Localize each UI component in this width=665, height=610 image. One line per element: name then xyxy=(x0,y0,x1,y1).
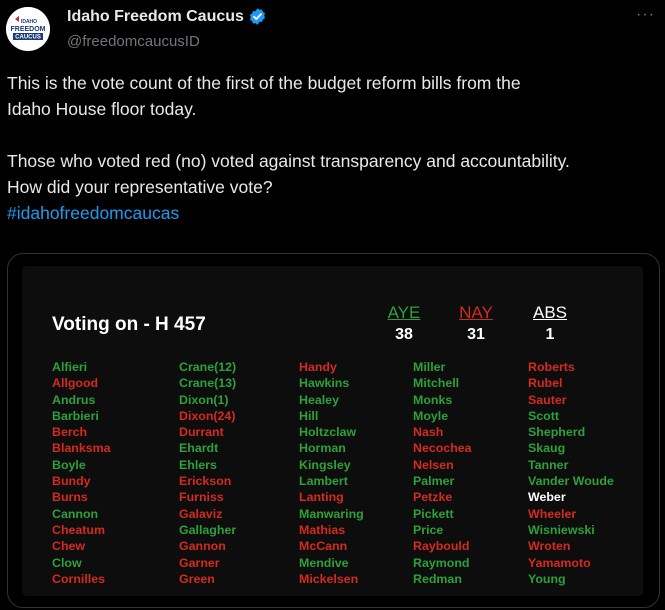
legislator-vote: Handy xyxy=(299,360,337,374)
legislator-vote: Nash xyxy=(413,425,444,440)
legislator-vote: Roberts xyxy=(528,360,575,374)
legislator-vote: Berch xyxy=(52,425,88,440)
more-dots-icon[interactable]: ··· xyxy=(636,6,655,23)
legislator-vote: Crane(13) xyxy=(179,376,237,391)
legislator-vote: Healey xyxy=(299,392,339,407)
legislator-vote: Weber xyxy=(528,490,566,505)
legislator-vote: Wisniewski xyxy=(528,522,595,537)
legislator-vote: Shepherd xyxy=(528,425,586,440)
legislator-vote: Burns xyxy=(52,490,88,505)
legislator-vote: Crane(12) xyxy=(179,360,237,374)
roster-column xyxy=(413,359,472,587)
legislator-vote: Mendive xyxy=(299,555,349,570)
legislator-vote: Mathias xyxy=(299,522,346,537)
legislator-vote: Scott xyxy=(528,408,559,423)
legislator-vote: Raymond xyxy=(413,555,470,570)
tweet-line: Those who voted red (no) voted against transparency and accountability. xyxy=(7,151,570,171)
legislator-vote: Galaviz xyxy=(179,506,223,521)
legislator-vote: Dixon(1) xyxy=(179,392,229,407)
aye-tally xyxy=(379,303,429,344)
legislator-vote: Hill xyxy=(299,408,319,423)
legislator-vote: Moyle xyxy=(413,408,449,423)
legislator-vote: Green xyxy=(179,571,215,586)
abs-count: 1 xyxy=(545,326,555,343)
aye-count: 38 xyxy=(395,326,413,343)
legislator-vote: Redman xyxy=(413,571,462,586)
aye-label: AYE xyxy=(387,303,421,322)
legislator-vote: Boyle xyxy=(52,457,86,472)
legislator-vote: Allgood xyxy=(52,376,99,391)
nay-tally xyxy=(451,303,501,344)
nay-label: NAY xyxy=(459,303,493,322)
legislator-vote: Price xyxy=(413,522,444,537)
avatar[interactable] xyxy=(6,7,50,51)
legislator-vote: Necochea xyxy=(413,441,472,456)
verified-badge-icon[interactable] xyxy=(248,7,267,26)
svg-text:IDAHO: IDAHO xyxy=(20,19,38,25)
tweet-line: Idaho House floor today. xyxy=(7,99,197,119)
legislator-vote: Raybould xyxy=(413,539,470,554)
abs-label: ABS xyxy=(532,303,568,322)
legislator-vote: Petzke xyxy=(413,490,453,505)
vote-title: Voting on - H 457 xyxy=(52,314,206,335)
legislator-vote: Kingsley xyxy=(299,457,351,472)
author-name-line xyxy=(67,7,267,26)
legislator-vote: Ehlers xyxy=(179,457,217,472)
legislator-vote: Rubel xyxy=(528,376,563,391)
legislator-vote: Young xyxy=(528,571,566,586)
legislator-vote: Mickelsen xyxy=(299,571,359,586)
legislator-vote: Sauter xyxy=(528,392,567,407)
legislator-vote: Barbieri xyxy=(52,408,99,423)
abs-tally xyxy=(525,303,575,344)
legislator-vote: Wroten xyxy=(528,539,571,554)
legislator-vote: Andrus xyxy=(52,392,96,407)
legislator-vote: Cannon xyxy=(52,506,99,521)
roster-column xyxy=(299,359,364,587)
legislator-vote: Mitchell xyxy=(413,376,460,391)
legislator-vote: Cheatum xyxy=(52,522,106,537)
legislator-vote: Lanting xyxy=(299,490,344,505)
nay-count: 31 xyxy=(467,326,485,343)
legislator-vote: Nelsen xyxy=(413,457,454,472)
legislator-vote: McCann xyxy=(299,539,348,554)
legislator-vote: Vander Woude xyxy=(528,474,614,489)
legislator-vote: Dixon(24) xyxy=(179,408,236,423)
legislator-vote: Bundy xyxy=(52,474,91,489)
freedom-caucus-logo xyxy=(6,7,50,51)
legislator-vote: Ehardt xyxy=(179,441,219,456)
legislator-vote: Skaug xyxy=(528,441,566,456)
legislator-vote: Chew xyxy=(52,539,86,554)
legislator-vote: Garner xyxy=(179,555,220,570)
legislator-vote: Gannon xyxy=(179,539,226,554)
svg-text:CAUCUS: CAUCUS xyxy=(15,34,41,41)
legislator-vote: Gallagher xyxy=(179,522,237,537)
roster-column xyxy=(528,359,614,587)
hashtag-link[interactable]: #idahofreedomcaucas xyxy=(7,203,180,223)
legislator-vote: Manwaring xyxy=(299,506,364,521)
legislator-vote: Hawkins xyxy=(299,376,350,391)
legislator-vote: Clow xyxy=(52,555,82,570)
handle[interactable]: @freedomcaucusID xyxy=(67,33,200,50)
roster-column xyxy=(52,359,111,587)
legislator-vote: Wheeler xyxy=(528,506,577,521)
legislator-vote: Blanksma xyxy=(52,441,111,456)
legislator-vote: Palmer xyxy=(413,474,455,489)
legislator-vote: Lambert xyxy=(299,474,348,489)
legislator-vote: Pickett xyxy=(413,506,454,521)
tweet-line: This is the vote count of the first of the budget reform bills from the xyxy=(7,73,521,93)
display-name[interactable]: Idaho Freedom Caucus xyxy=(67,7,244,25)
legislator-vote: Yamamoto xyxy=(528,555,591,570)
tweet-line: How did your representative vote? xyxy=(7,177,273,197)
legislator-vote: Cornilles xyxy=(52,571,106,586)
legislator-vote: Furniss xyxy=(179,490,224,505)
svg-text:FREEDOM: FREEDOM xyxy=(10,26,46,33)
legislator-vote: Tanner xyxy=(528,457,569,472)
roster-column xyxy=(179,359,236,587)
legislator-vote: Miller xyxy=(413,360,446,374)
legislator-vote: Alfieri xyxy=(52,360,88,374)
legislator-vote: Horman xyxy=(299,441,346,456)
tweet-text xyxy=(7,70,657,226)
legislator-vote: Durrant xyxy=(179,425,224,440)
legislator-vote: Monks xyxy=(413,392,453,407)
legislator-vote: Holtzclaw xyxy=(299,425,357,440)
legislator-vote: Erickson xyxy=(179,474,232,489)
